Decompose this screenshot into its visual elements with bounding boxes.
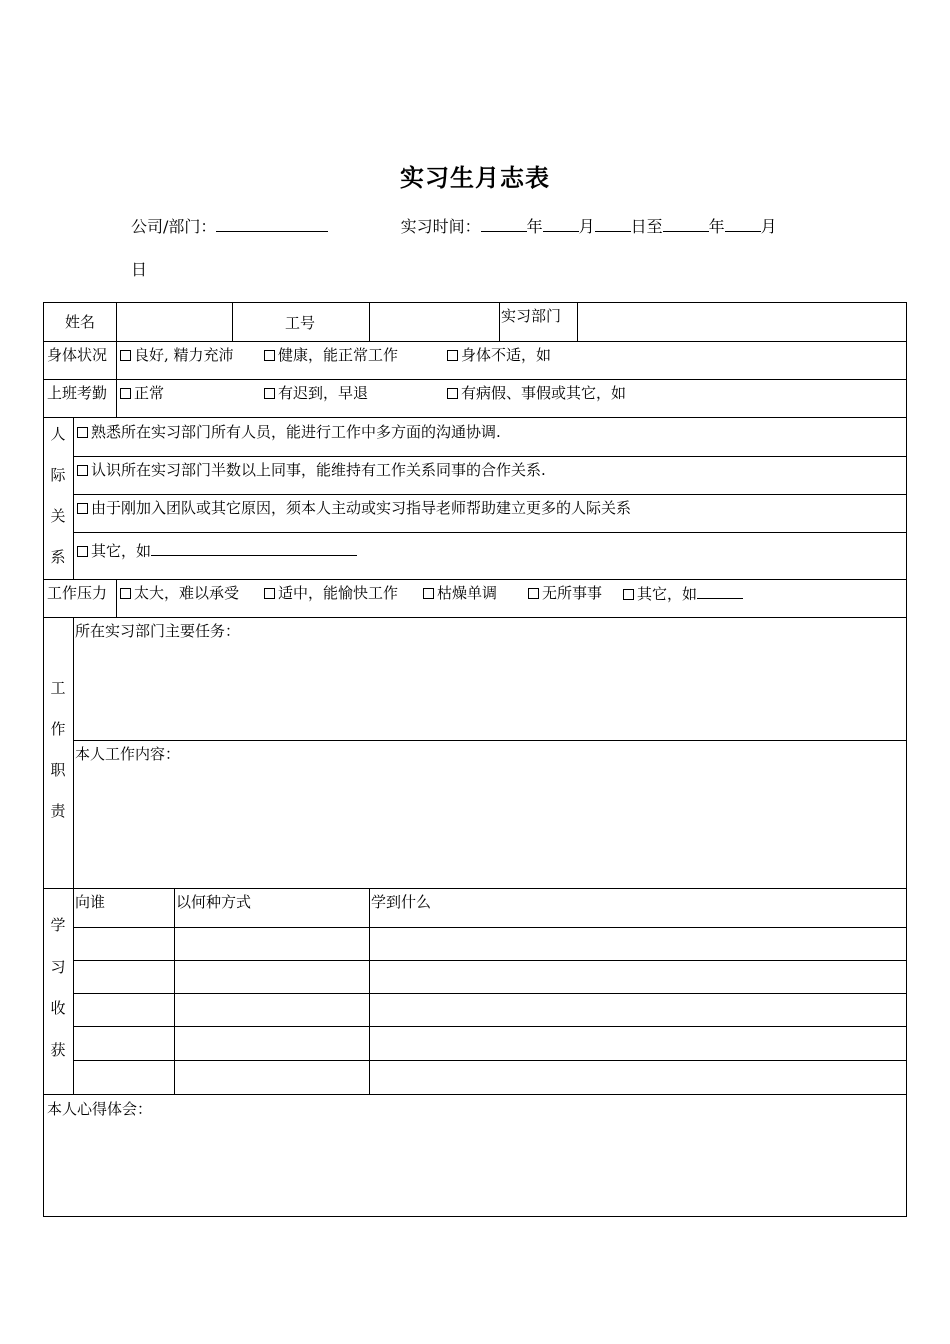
divider (73, 740, 906, 741)
month2-text: 月 (760, 217, 777, 236)
employee-id-label: 工号 (285, 314, 316, 332)
checkbox-icon (623, 589, 634, 600)
relations-label-char: 系 (50, 548, 66, 566)
pressure-label: 工作压力 (47, 584, 108, 602)
health-option[interactable]: 良好, 精力充沛 (120, 346, 234, 364)
own-work-label: 本人工作内容： (75, 745, 181, 763)
checkbox-icon (264, 350, 275, 361)
divider (73, 1060, 906, 1061)
divider (174, 888, 175, 1094)
learning-label-char: 学 (50, 916, 66, 934)
duties-label-char: 工 (50, 679, 66, 697)
pressure-option[interactable]: 适中，能愉快工作 (264, 584, 398, 602)
checkbox-icon (447, 350, 458, 361)
dept-label: 实习部门 (501, 307, 562, 325)
log-form (43, 302, 907, 1217)
relations-option[interactable]: 其它，如 (77, 541, 357, 560)
divider (44, 341, 906, 342)
checkbox-icon (120, 388, 131, 399)
name-label: 姓名 (65, 313, 96, 331)
checkbox-icon (77, 503, 88, 514)
checkbox-icon (77, 546, 88, 557)
divider (44, 579, 906, 580)
company-label: 公司/部门： (131, 217, 217, 236)
period-label: 实习时间： (400, 217, 481, 236)
column-header: 以何种方式 (176, 893, 252, 911)
attendance-label: 上班考勤 (47, 384, 108, 402)
start-year-blank[interactable] (481, 215, 527, 232)
day-to-text: 日至 (630, 217, 663, 236)
checkbox-icon (77, 427, 88, 438)
divider (73, 1026, 906, 1027)
name-field[interactable] (117, 304, 231, 340)
pressure-option[interactable]: 枯燥单调 (423, 584, 497, 602)
divider (73, 927, 906, 928)
pressure-option[interactable]: 太大，难以承受 (120, 584, 239, 602)
attendance-option[interactable]: 有迟到，早退 (264, 384, 368, 402)
page-title: 实习生月志表 (400, 163, 550, 192)
employee-id-field[interactable] (370, 304, 498, 340)
start-month-blank[interactable] (543, 215, 579, 232)
attendance-option[interactable]: 正常 (120, 384, 164, 402)
pressure-option[interactable]: 无所事事 (528, 584, 602, 602)
learning-label-char: 获 (50, 1041, 66, 1059)
divider (73, 993, 906, 994)
relations-label-char: 关 (50, 507, 66, 525)
divider (44, 617, 906, 618)
checkbox-icon (77, 465, 88, 476)
checkbox-icon (264, 388, 275, 399)
dept-tasks-label: 所在实习部门主要任务： (75, 622, 241, 640)
dept-tasks-field[interactable] (74, 643, 905, 739)
duties-label-char: 责 (50, 802, 66, 820)
header-line (131, 214, 831, 237)
checkbox-icon (528, 588, 539, 599)
end-year-blank[interactable] (663, 215, 709, 232)
divider (116, 579, 117, 617)
checkbox-icon (447, 388, 458, 399)
column-header: 向谁 (75, 893, 106, 911)
attendance-option[interactable]: 有病假、事假或其它，如 (447, 384, 626, 402)
company-blank[interactable] (216, 215, 328, 232)
checkbox-icon (423, 588, 434, 599)
checkbox-icon (264, 588, 275, 599)
day-line: 日 (131, 260, 148, 279)
relations-option[interactable]: 由于刚加入团队或其它原因，须本人主动或实习指导老师帮助建立更多的人际关系 (77, 499, 631, 517)
column-header: 学到什么 (371, 893, 432, 911)
year2-text: 年 (708, 217, 725, 236)
dept-field[interactable] (578, 304, 905, 340)
divider (369, 888, 370, 1094)
divider (73, 960, 906, 961)
year-text: 年 (526, 217, 543, 236)
duties-label-char: 职 (50, 761, 66, 779)
relations-option[interactable]: 熟悉所在实习部门所有人员，能进行工作中多方面的沟通协调. (77, 423, 501, 441)
end-month-blank[interactable] (725, 215, 761, 232)
relations-label-char: 人 (50, 425, 66, 443)
divider (73, 456, 906, 457)
relations-label-char: 际 (50, 466, 66, 484)
divider (44, 379, 906, 380)
own-work-field[interactable] (74, 766, 905, 887)
divider (44, 1094, 906, 1095)
start-day-blank[interactable] (595, 215, 631, 232)
reflection-field[interactable] (45, 1121, 905, 1215)
divider (73, 417, 74, 579)
health-option[interactable]: 健康，能正常工作 (264, 346, 398, 364)
checkbox-icon (120, 588, 131, 599)
relations-other-blank[interactable] (151, 541, 357, 556)
learning-label-char: 习 (50, 958, 66, 976)
reflection-label: 本人心得体会： (47, 1100, 153, 1118)
health-option[interactable]: 身体不适，如 (447, 346, 551, 364)
divider (73, 494, 906, 495)
divider (232, 303, 233, 341)
health-label: 身体状况 (47, 346, 108, 364)
learning-label-char: 收 (50, 999, 66, 1017)
pressure-other-blank[interactable] (697, 584, 743, 599)
duties-label-char: 作 (50, 720, 66, 738)
relations-option[interactable]: 认识所在实习部门半数以上同事，能维持有工作关系同事的合作关系. (77, 461, 546, 479)
month-text: 月 (578, 217, 595, 236)
divider (73, 532, 906, 533)
divider (44, 417, 906, 418)
checkbox-icon (120, 350, 131, 361)
pressure-option[interactable]: 其它，如 (623, 584, 743, 603)
divider (499, 303, 500, 341)
